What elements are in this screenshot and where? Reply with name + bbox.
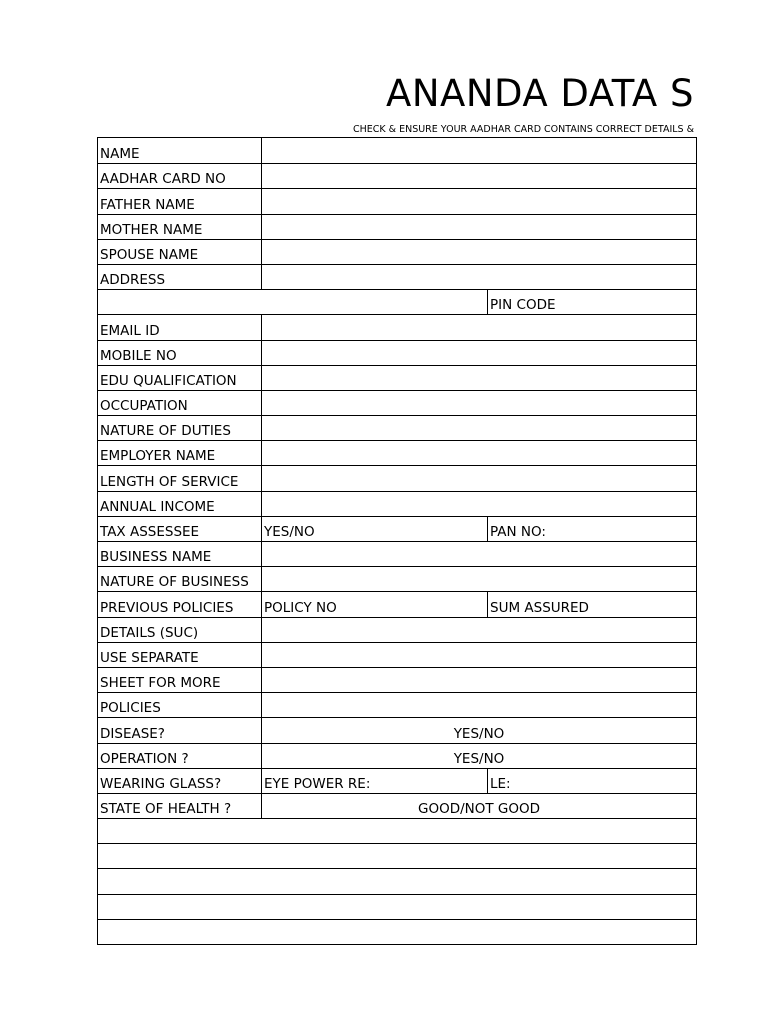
prev-policies-label: PREVIOUS POLICIES <box>100 599 234 616</box>
business-nature-field[interactable] <box>261 567 696 591</box>
policy-field-4[interactable] <box>261 693 696 717</box>
form-row <box>98 591 696 616</box>
form-row <box>98 667 696 692</box>
employer-field[interactable] <box>261 441 696 465</box>
operation-label: OPERATION ? <box>100 750 189 767</box>
mobile-field[interactable] <box>261 341 696 365</box>
email-label: EMAIL ID <box>100 322 160 339</box>
blank-row[interactable] <box>98 868 696 893</box>
father-name-label: FATHER NAME <box>100 196 195 213</box>
form-row <box>98 163 696 188</box>
page-title: ANANDA DATA S <box>386 72 694 115</box>
email-field[interactable] <box>261 315 696 339</box>
eye-power-le-field[interactable]: LE: <box>487 769 696 793</box>
eye-power-re-field[interactable]: EYE POWER RE: <box>261 769 487 793</box>
spouse-name-field[interactable] <box>261 240 696 264</box>
tax-label: TAX ASSESSEE <box>100 524 200 540</box>
business-name-label: BUSINESS NAME <box>100 549 212 566</box>
edu-field[interactable] <box>261 366 696 390</box>
form-row <box>98 188 696 213</box>
operation-field[interactable]: YES/NO <box>261 744 696 768</box>
form-row <box>98 340 696 365</box>
duties-field[interactable] <box>261 416 696 440</box>
form-row <box>98 314 696 339</box>
occupation-label: OCCUPATION <box>100 398 188 415</box>
address-field[interactable] <box>261 265 696 289</box>
form-row <box>98 440 696 465</box>
service-label: LENGTH OF SERVICE <box>100 473 239 490</box>
tax-yes-no-field[interactable]: YES/NO <box>261 517 487 541</box>
form-row <box>98 239 696 264</box>
employer-label: EMPLOYER NAME <box>100 448 216 465</box>
name-label: NAME <box>100 146 140 163</box>
father-name-field[interactable] <box>261 189 696 213</box>
pan-field[interactable]: PAN NO: <box>487 517 696 541</box>
service-field[interactable] <box>261 466 696 490</box>
business-name-field[interactable] <box>261 542 696 566</box>
disease-field[interactable]: YES/NO <box>261 718 696 742</box>
blank-row[interactable] <box>98 843 696 868</box>
form-row <box>98 541 696 566</box>
use-separate-label: USE SEPARATE <box>100 649 199 666</box>
form-row <box>98 465 696 490</box>
form-row <box>98 289 696 314</box>
form-row <box>98 617 696 642</box>
policy-field-3[interactable] <box>261 668 696 692</box>
form-row <box>98 365 696 390</box>
income-label: ANNUAL INCOME <box>100 498 215 515</box>
mother-name-field[interactable] <box>261 215 696 239</box>
pin-code-field[interactable]: PIN CODE <box>487 290 696 314</box>
policy-field-1[interactable] <box>261 618 696 642</box>
name-field[interactable] <box>261 138 696 163</box>
mother-name-label: MOTHER NAME <box>100 221 203 238</box>
duties-label: NATURE OF DUTIES <box>100 423 231 440</box>
glass-label: WEARING GLASS? <box>100 775 222 792</box>
sum-assured-header: SUM ASSURED <box>487 592 696 616</box>
form-row <box>98 566 696 591</box>
policy-no-header: POLICY NO <box>261 592 487 616</box>
disease-label: DISEASE? <box>100 725 165 742</box>
address-label: ADDRESS <box>100 272 166 289</box>
business-nature-label: NATURE OF BUSINESS <box>100 574 249 591</box>
form-row <box>98 214 696 239</box>
form-row <box>98 717 696 742</box>
page-subtitle: CHECK & ENSURE YOUR AADHAR CARD CONTAINS CORRECT DETAILS & <box>353 124 694 135</box>
details-label: DETAILS (SUC) <box>100 624 199 641</box>
address-line-2-field[interactable] <box>98 290 487 314</box>
form-row <box>98 415 696 440</box>
form-row <box>98 516 696 541</box>
form-row <box>98 692 696 717</box>
form-row <box>98 264 696 289</box>
occupation-field[interactable] <box>261 391 696 415</box>
health-label: STATE OF HEALTH ? <box>100 801 232 818</box>
mobile-label: MOBILE NO <box>100 347 177 364</box>
form-row <box>98 390 696 415</box>
aadhar-field[interactable] <box>261 164 696 188</box>
policies-label: POLICIES <box>100 700 161 717</box>
blank-row[interactable] <box>98 818 696 843</box>
health-field[interactable]: GOOD/NOT GOOD <box>261 794 696 818</box>
blank-row[interactable] <box>98 919 696 944</box>
form-row <box>98 138 696 163</box>
income-field[interactable] <box>261 492 696 516</box>
spouse-name-label: SPOUSE NAME <box>100 246 199 263</box>
sheet-more-label: SHEET FOR MORE <box>100 675 221 692</box>
blank-row[interactable] <box>98 894 696 919</box>
form-row <box>98 793 696 818</box>
form-row <box>98 642 696 667</box>
policy-field-2[interactable] <box>261 643 696 667</box>
aadhar-label: AADHAR CARD NO <box>100 171 226 188</box>
form-row <box>98 768 696 793</box>
data-form <box>97 137 697 945</box>
form-row <box>98 743 696 768</box>
form-row <box>98 491 696 516</box>
edu-label: EDU QUALIFICATION <box>100 372 237 389</box>
